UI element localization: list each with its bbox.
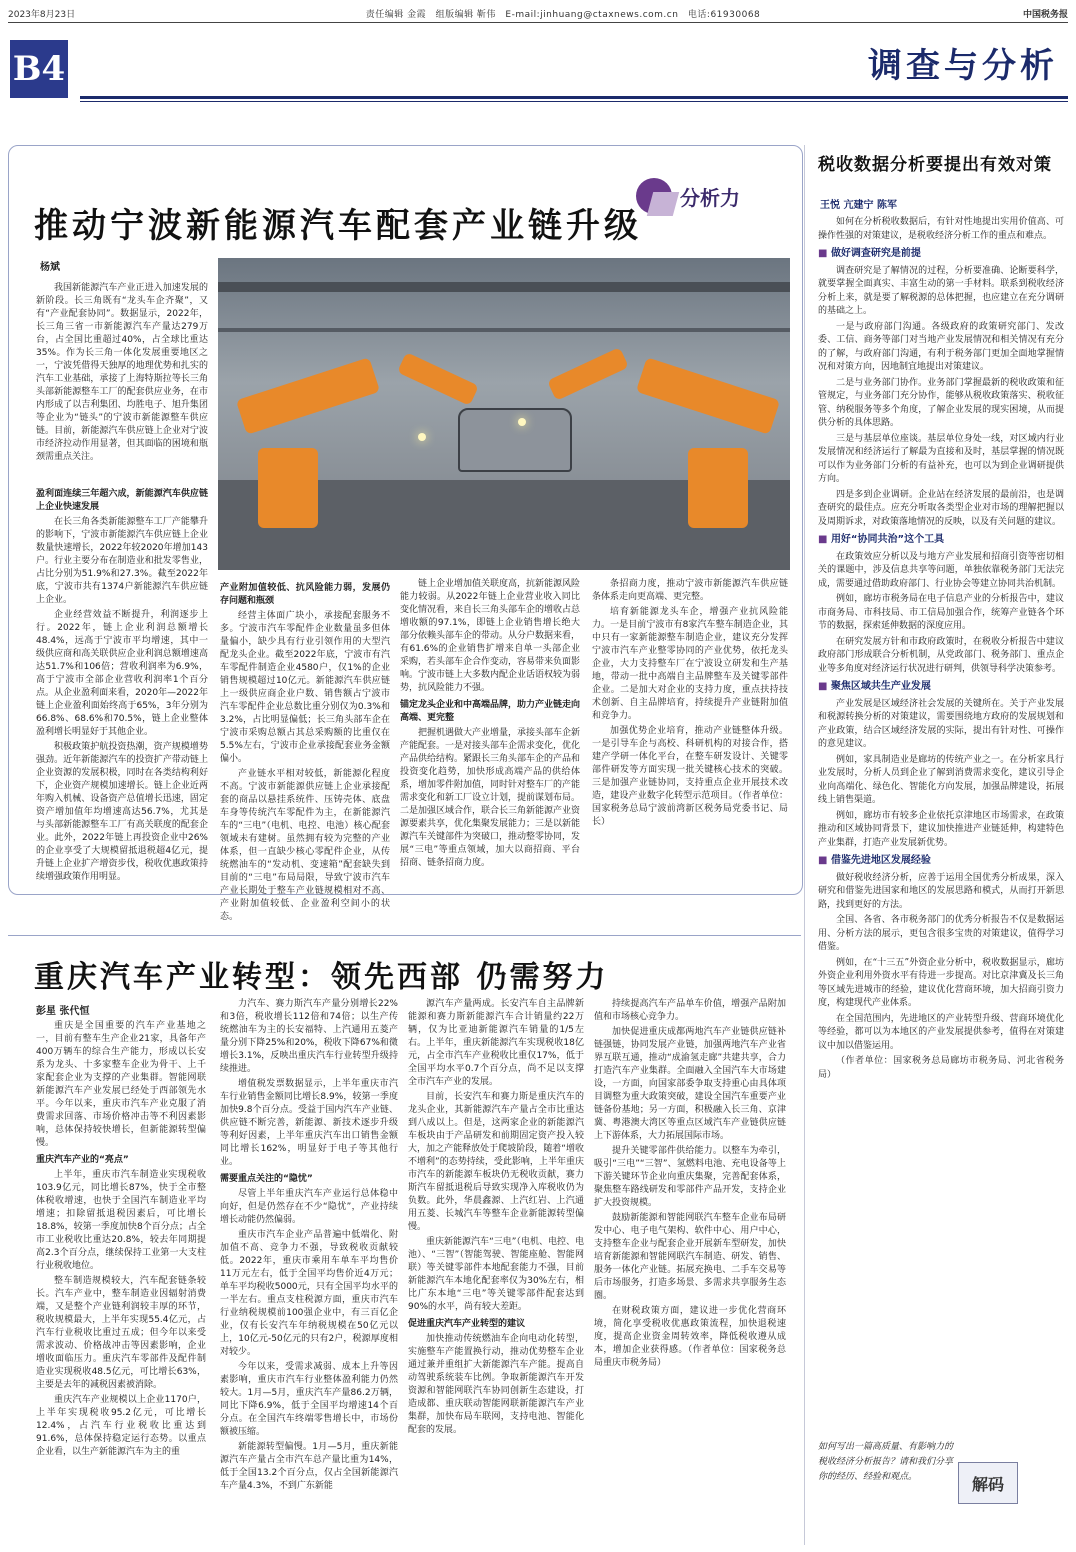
weld-spark-icon bbox=[518, 418, 526, 426]
paragraph: 上半年，重庆市汽车制造业实现税收103.9亿元，同比增长87%，快于全市整体税收增速，也快于全国汽车制造业平均增速；扣除留抵退税因素后，可比增长18.8%，较第一季度加快8个百分点；占全市工业税收比重达20.8%，较去年同期提高2.3个百分点，继续保持工业第一大支柱行业税收地位。 bbox=[36, 1170, 206, 1271]
paragraph: 重庆汽车产业规模以上企业1170户，上半年实现税收95.2亿元，可比增长12.4%，占汽车行业税收比重达到91.6%，总体保持稳定运行态势。以重点企业看，以生产新能源汽车为主的重 bbox=[36, 1395, 206, 1457]
badge-label: 分析力 bbox=[680, 186, 740, 210]
column-separator bbox=[804, 145, 805, 1545]
sidebar-subhead-4: ■ 借鉴先进地区发展经验 bbox=[818, 854, 1064, 868]
section-title: 调查与分析 bbox=[868, 46, 1058, 86]
article1-col5 bbox=[592, 578, 788, 884]
article2-title[interactable]: 重庆汽车产业转型：领先西部 仍需努力 bbox=[34, 960, 609, 995]
page-header bbox=[8, 4, 1068, 23]
article1-lead: 我国新能源汽车产业正进入加速发展的新阶段。长三角既有“龙头车企齐聚”，又有“产业配套协同”。数据显示，2022年，长三角三省一市新能源汽车产量达279万台，占全国比重超过40%，占全球比重达35%。作为长三角一体化发展重要地区之一，宁波凭借得天独厚的地理优势和扎实的汽车工业基础，承接了上海特斯拉等长三角头部新能源整车工厂的配套供应业务，在市内形成了以吉利集团、均胜电子、旭升集团等企业为“链头”的宁波市新能源整车供应链。目前，新能源汽车供应链上企业对宁波市经济拉动作用显著，但其面临的困境和瓶颈需重点关注。 bbox=[36, 283, 208, 462]
analysis-badge bbox=[636, 178, 766, 214]
article1-col4 bbox=[400, 578, 580, 884]
paragraph: 二是与业务部门协作。业务部门掌握最新的税收政策和征管规定，与业务部门充分协作，能够从税收政策落实、税收征管、纳税服务等多个角度，了解企业发展的现实困境，从而提供分析的具体思路。 bbox=[818, 377, 1064, 428]
article2-byline: 彭星 张代恒 bbox=[36, 1006, 90, 1017]
article1-col1 bbox=[36, 282, 208, 510]
newspaper-name: 中国税务报 bbox=[1022, 9, 1068, 20]
paragraph: 加快促进重庆成都两地汽车产业链供应链补链强链，协同发展产业链，加强两地汽车产业省界互联互通，推动“成渝氢走廊”共建共享，合力打造汽车产业集群。全面融入全国汽车大市场建设，一方面，向国家部委争取支持重心由具体项目调整为重大政策突破，建设全国汽车重要产业链备份基地；另一方面，积极融入长三角、京津冀、粤港澳大湾区等重点区域汽车产业链供应链上下游体系，大力拓展国际市场。 bbox=[594, 1027, 786, 1141]
robot-arm-mid-left bbox=[397, 352, 479, 406]
paragraph: 产业发展是区域经济社会发展的关键所在。关于产业发展和税源转换分析的对策建议，需要围绕地方政府的发展规划和产业政策，结合区域经济发展的实际，提出有针对性、可操作的意见建议。 bbox=[818, 698, 1064, 749]
header-rule bbox=[80, 96, 1068, 99]
paragraph: 调查研究是了解情况的过程，分析要准确、论断要科学，就要掌握全面真实、丰富生动的第一手材料。联系到税收经济分析上来，就是要了解税源的总体把握，也应建立在充分调研的基础之上。 bbox=[818, 265, 1064, 316]
page-number: B4 bbox=[10, 40, 68, 98]
article1-subhead-2: 产业附加值较低、抗风险能力弱，发展仍存问题和瓶颈 bbox=[220, 583, 390, 606]
sidebar-title[interactable]: 税收数据分析要提出有效对策 bbox=[818, 155, 1052, 175]
sidebar-footer: （作者单位：国家税务总局廊坊市税务局、河北省税务局） bbox=[818, 1056, 1064, 1080]
article1-title[interactable]: 推动宁波新能源汽车配套产业链升级 bbox=[34, 206, 642, 246]
issue-date: 2023年8月23日 bbox=[8, 9, 76, 20]
article2-subhead-1: 重庆汽车产业的“亮点” bbox=[36, 1155, 129, 1165]
paragraph: 重庆市汽车企业产品普遍中低端化、附加值不高、竞争力不强，导致税收贡献较低。2022年，重庆市乘用车单车平均售价11万元左右，低于全国平均售价近4万元；单车平均税收5000元，只有全国平均水平的一半左右。重点支柱税源方面，重庆市汽车行业纳税规模前100强企业中，有三百亿企业，仅有长安汽车年纳税规模在50亿元以上，10亿元-50亿元的只有2户，税源厚度相对较少。 bbox=[220, 1230, 398, 1357]
article2-col3 bbox=[408, 998, 584, 1540]
paragraph: 增值税发票数据显示，上半年重庆市汽车行业销售金额同比增长8.9%，较第一季度加快9.8个百分点。受益于国内汽车产业链、供应链不断完善，新能源、新技术逐步升级等利好因素，上半年重庆汽车出口销售金额同比增长162%，明显好于电子等其他行业。 bbox=[220, 1079, 398, 1167]
paragraph: 做好税收经济分析，应善于运用全国优秀分析成果，深入研究和借鉴先进国家和地区的发展思路和模式，从而打开新思路，找到更好的方法。 bbox=[818, 872, 1064, 910]
article2-col4 bbox=[594, 998, 786, 1540]
paragraph: 重庆新能源汽车“三电”（电机、电控、电池）、“三智”（智能驾驶、智能座舱、智能网联）等关键零部件本地配套能力不强，目前新能源汽车本地化配套率仅为30%左右，相比广东本地“三电”等关键零部件配套达到90%的水平，尚有较大差距。 bbox=[408, 1237, 584, 1312]
paragraph: 尽管上半年重庆汽车产业运行总体稳中向好，但是仍然存在不少“隐忧”，产业持续增长动能仍然偏弱。 bbox=[220, 1189, 398, 1225]
article1-subhead-1: 盈利面连续三年超六成，新能源汽车供应链上企业快速发展 bbox=[36, 489, 208, 512]
paragraph: 链上企业增加值关联度高，抗新能源风险能力较弱。从2022年链上企业营业收入同比变化情况看，来自长三角头部车企的增收占总增收额的97.1%，即链上企业销售增长绝大部分依赖头部车企的带动。从分户数据来看，有61.6%的企业销售扩增来自单一头部企业采购，若头部车企合作变动，容易带来负面影响。宁波市链上大多数内配企业话语权较为弱势，抗风险能力不强。 bbox=[400, 579, 581, 693]
sidebar-intro: 如何在分析税收数据后，有针对性地提出实用价值高、可操作性强的对策建议，是税收经济分析工作的重点和难点。 bbox=[818, 217, 1064, 241]
paragraph: 企业经营效益不断提升，利润逐步上行。2022年，链上企业利润总额增长48.4%，远高于宁波市平均增速，其中一级供应商和高关联供应企业利润总额增速高达51.7%和106倍；营收利润率为6.9%，高于宁波市全部企业营收利润率1个百分点。从企业盈利面来看，2020年—2022年链上企业盈利面始终高于65%，3年分别为66.8%、68.6%和70.5%，链上企业整体盈利增长明显好于其他企业。 bbox=[36, 610, 208, 737]
paragraph: 整车制造规模较大，汽车配套链条较长。汽车产业中，整车制造业因辐射消费端，又是整个产业链利润较丰厚的环节，税收规模最大，上半年实现55.4亿元，占汽车行业税收比重过五成；但今年以来受需求波动、价格战冲击等因素影响，企业增收面临压力。重庆汽车零部件及配件制造业实现税收48.5亿元，可比增长63%，主要是去年的减税因素被消除。 bbox=[36, 1276, 206, 1390]
robot-base-left bbox=[258, 448, 318, 528]
paragraph: 全国、各省、各市税务部门的优秀分析报告不仅是数据运用、分析方法的展示，更包含很多宝贵的对策建议，值得学习借鉴。 bbox=[818, 915, 1064, 952]
article1-col2 bbox=[36, 484, 208, 884]
jiema-column-logo: 解码 bbox=[958, 1462, 1018, 1504]
paragraph: 今年以来，受需求减弱、成本上升等因素影响，重庆市汽车行业整体盈利能力仍然较大。1月—5月，重庆汽车产量86.2万辆，同比下降6.9%，低于全国平均增速14个百分点。在全国汽车终端零售增长中，市场份额被压缩。 bbox=[220, 1362, 398, 1437]
paragraph: 例如，廊坊市税务局在电子信息产业的分析报告中，建议市商务局、市科技局、市工信局加强合作，统筹产业链各个环节的数据，探索延伸数据的深度应用。 bbox=[818, 594, 1064, 631]
paragraph: 例如，家具制造业是廊坊的传统产业之一。在分析家具行业发展时，分析人员到企业了解到消费需求变化，建议引导企业向高端化、绿色化、智能化方向发展，加强品牌建设，拓展线上销售渠道。 bbox=[818, 754, 1064, 805]
article1-subhead-3: 锚定龙头企业和中高端品牌，助力产业链走向高端、更完整 bbox=[400, 700, 581, 723]
paragraph: 一是与政府部门沟通。各级政府的政策研究部门、发改委、工信、商务等部门对当地产业发展情况和相关情况有充分的了解，与政府部门沟通，有利于税务部门更加全面地掌握情况和对策方向，因地制宜地提出对策建议。 bbox=[818, 321, 1064, 372]
badge-accent-icon bbox=[647, 192, 679, 216]
paragraph: 力汽车、赛力斯汽车产量分别增长22%和3倍，税收增长112倍和74倍；以生产传统燃油车为主的长安福特、上汽通用五菱产量分别下降25%和20%，税收下降67%和微增长3.1%，反映出重庆汽车行业转型升级持续推进。 bbox=[220, 999, 398, 1074]
article-separator bbox=[8, 935, 801, 936]
paragraph: 在政策效应分析以及与地方产业发展和招商引资等密切相关的课题中，涉及信息共享等问题，单独依靠税务部门无法完成，需要通过借助政府部门、行业协会等建立协同共治机制。 bbox=[818, 551, 1064, 589]
paragraph: 例如，在“十三五”外资企业分析中，税收数据显示，廊坊外资企业利用外资水平有待进一步提高。对比京津冀及长三角等区域先进城市的经验，建议优化营商环境，加大招商引资力度，构建现代产业体系。 bbox=[818, 957, 1064, 1008]
factory-robot-photo bbox=[218, 258, 790, 570]
photo-ceiling-beam bbox=[218, 282, 790, 292]
robot-arm-mid-right bbox=[547, 347, 629, 401]
car-body-frame bbox=[458, 408, 572, 472]
sidebar-call-for-submissions: 如何写出一篇高质量、有影响力的税收经济分析报告？请和我们分享你的经历、经验和观点。 bbox=[818, 1442, 954, 1482]
paragraph: 四是多到企业调研。企业站在经济发展的最前沿，也是调查研究的最佳点。应充分听取各类型企业对市场的理解把握以及周期诉求，对政策落地情况的反映，以及有关问题的建议。 bbox=[818, 489, 1064, 527]
paragraph: 把握机遇做大产业增量，承接头部车企新产能配套。一是对接头部车企需求变化，优化产品供给结构。紧跟长三角头部车企的产品和投资变化趋势，加快形成高端产品的供给体系，增加零件附加值，同时针对整车厂的产能需求变化和新工厂设立计划，提前谋划布局。二是加强区域合作，联合长三角新能源产业资源要素共享，优化集聚发展能力；三是以新能源汽车关键部件为突破口，推动整零协同，发展“三电”等重点领域，加大以商招商、平台招商、链条招商力度。 bbox=[400, 728, 581, 868]
sidebar-subhead-2: ■ 用好“协同共治”这个工具 bbox=[818, 533, 1064, 547]
paragraph: 鼓励新能源和智能网联汽车整车企业布局研发中心、电子电气架构、软件中心、用户中心，支持整车企业与配套企业开展新车型研发，加快培育新能源和智能网联汽车制造、研发、销售、服务一体化产业链。拓展充换电、二手车交易等后市场服务，打造多场景、多需求共享服务生态圈。 bbox=[594, 1213, 786, 1301]
header-rule-thin bbox=[80, 101, 1068, 102]
paragraph: 培育新能源龙头车企，增强产业抗风险能力。一是目前宁波市有8家汽车整车制造企业，其中只有一家新能源整车制造企业，建议充分发挥宁波市汽车产业整零协同的产业优势，依托龙头企业，大力支持整车厂在宁波设立研发和生产基地，带动一批中高端自主品牌整车及关键零部件企业。二是加大对企业的支持力度，重点扶持技术创新、自主品牌培育，持续提升产业链附加值和竞争力。 bbox=[592, 607, 788, 721]
paragraph: 源汽车产量两成。长安汽车自主品牌新能源和赛力斯新能源汽车合计销量约22万辆，仅为比亚迪新能源汽车销量的1/5左右。上半年，重庆新能源汽车实现税收18亿元，占全市汽车产业税收比重仅17%，低于全国平均水平0.7个百分点，尚不足以支撑全市汽车产业的发展。 bbox=[408, 999, 584, 1087]
article1-col3 bbox=[220, 578, 390, 922]
robot-arm-left bbox=[236, 357, 380, 435]
paragraph: 重庆是全国重要的汽车产业基地之一，目前有整车生产企业21家，具备年产400万辆车的综合生产能力，形成以长安系为龙头、十多家整车企业为骨干、上千家配套企业为支撑的产业集群。智能网联新能源汽车产业发展已经处于西部领先水平。今年以来，重庆市汽车产业克服了消费需求回落、市场价格冲击等不利因素影响，总体保持较快增长，但新能源转型偏慢。 bbox=[36, 1021, 206, 1148]
robot-arm-right bbox=[636, 357, 780, 435]
paragraph: 提升关键零部件供给能力。以整车为牵引，吸引“三电”“三智”、氢燃料电池、充电设备等上下游关键环节企业向重庆集聚，完善配套体系，聚焦整车路线研发和零部件产品开发，支持企业扩大投资规模。 bbox=[594, 1146, 786, 1208]
weld-spark-icon bbox=[418, 433, 426, 441]
paragraph: 加快推动传统燃油车企向电动化转型，实施整车产能置换行动，推动优势整车企业通过兼并重组扩大新能源汽车产能。提高自动驾驶系统装车比例。争取新能源汽车开发资源和智能网联汽车协同创新生态建设，打造成都、重庆联动智能网联新能源汽车产业集群，加快布局车联网，支持电池、智能化配套的发展。 bbox=[408, 1334, 584, 1435]
paragraph: 目前，长安汽车和赛力斯是重庆汽车的龙头企业，其新能源汽车产量占全市比重达到八成以上。但是，这两家企业的新能源汽车板块由于产品研发和前期固定资产投入较大，加之产能释放处于爬坡阶段，随着“增收不增利”的态势持续，受此影响，上半年重庆市汽车的新能源车板块仍无税收贡献，赛力斯汽车留抵退税后导致实现净入库税收仍为负数。此外，华晨鑫源、上汽红岩、上汽通用五菱、长城汽车等整车企业新能源转型偏慢。 bbox=[408, 1092, 584, 1232]
paragraph: 新能源转型偏慢。1月—5月，重庆新能源汽车产量占全市汽车总产量比重为14%，低于全国13.2个百分点，仅占全国新能源汽车产量4.3%，不到广东新能 bbox=[220, 1442, 398, 1491]
sidebar-byline: 王悦 亢建宁 陈军 bbox=[820, 200, 897, 211]
editor-info: 责任编辑 金霞 组版编辑 靳伟 E-mail:jinhuang@ctaxnews.com.cn 电话:61930068 bbox=[365, 9, 761, 20]
paragraph: 积极政策护航投资热潮，资产规模增势强劲。近年新能源汽车的投资扩产带动链上企业资源的发展积极，同时在各类结构利好下，企业资产规模加速增长。链上企业近两年购入机械、设备资产总值增长迅速，固定资产增加值年均增速高达56.7%，尤其是与头部新能源整车工厂有高关联度的配套企业。此外，2022年链上再投资企业中26%的企业享受了大规模留抵退税超4亿元，提升链上企业扩产增资步伐，税收优惠政策持续增强政策作用明显。 bbox=[36, 742, 208, 882]
article2-subhead-2: 需要重点关注的“隐忧” bbox=[220, 1174, 313, 1184]
paragraph: 经营主体面广块小，承接配套服务不多。宁波市汽车零配件企业数量虽多但体量偏小，缺少具有行业引领作用的大型汽配龙头企业。截至2022年底，宁波市有汽车零配件制造企业4580户，仅1%的企业销售规模超过10亿元。新能源汽车供应链上一级供应商企业户数、销售额占宁波市汽车零配件企业总数比重分别仅为0.3%和3.2%，占比明显偏低；长三角头部车企在宁波市采购总额占其总采购额的比重仅在5.5%左右，宁波市企业承接配套业务金额偏小。 bbox=[220, 611, 390, 764]
paragraph: 加强优势企业培育，推动产业链整体升级。一是引导车企与高校、科研机构的对接合作，搭建产学研一体化平台，在整车研发设计、关键零部件研发等方面实现一批关键核心技术的突破。三是加强产业链协同，支持重点企业开展技术改造，建设产业数字化转型示范项目。（作者单位：国家税务总局宁波前湾新区税务局党委书记、局长） bbox=[592, 726, 788, 827]
article2-col1 bbox=[36, 1020, 206, 1540]
paragraph: 产业链水平相对较低，新能源化程度不高。宁波市新能源供应链上企业承接配套的商品以悬挂系统件、压铸壳体、底盘车身等传统汽车零配件为主，在新能源汽车的“三电”（电机、电控、电池）核心配套领域未有建树。虽然拥有较为完整的产业体系，但一直缺少核心零配件企业，从传统燃油车的“发动机、变速箱”配套缺失到目前的“三电”布局局限，导致宁波市汽车产业长期处于整车产业链规模相对不高、产业附加值较低、企业盈利空间小的状态。 bbox=[220, 769, 390, 922]
sidebar-subhead-3: ■ 聚焦区域共生产业发展 bbox=[818, 680, 1064, 694]
article1-byline: 杨斌 bbox=[40, 262, 60, 273]
photo-rail bbox=[218, 328, 790, 332]
article2-subhead-3: 促进重庆汽车产业转型的建议 bbox=[408, 1319, 526, 1329]
article2-col2 bbox=[220, 998, 398, 1540]
robot-base-right bbox=[688, 448, 748, 528]
paragraph: 在研究发展方针和市政府政策时，在税收分析报告中建议政府部门形成联合分析机制，从党政部门、税务部门、重点企业等多角度对经济运行状况进行研判，供领导科学决策参考。 bbox=[818, 636, 1064, 674]
paragraph: 持续提高汽车产品单车价值，增强产品附加值和市场核心竞争力。 bbox=[594, 999, 786, 1022]
paragraph: 条招商力度，推动宁波市新能源汽车供应链条体系走向更高端、更完整。 bbox=[592, 579, 788, 602]
sidebar-subhead-1: ■ 做好调查研究是前提 bbox=[818, 247, 1064, 261]
paragraph: 在长三角各类新能源整车工厂产能攀升的影响下，宁波市新能源汽车供应链上企业数量快速增长，2022年较2020年增加143户。行业主要分布在制造业和批发零售业，占比分别为51.9%和27.3%。截至2022年底，宁波市共有1374户新能源汽车供应链上企业。 bbox=[36, 517, 208, 605]
paragraph: 三是与基层单位座谈。基层单位身处一线，对区域内行业发展情况和经济运行了解最为直接和及时，基层掌握的情况既可以作为业务部门分析的有益补充，也可以为到企业调研提供方向。 bbox=[818, 433, 1064, 484]
paragraph: 在财税政策方面，建议进一步优化营商环境，简化享受税收优惠政策流程，加快退税速度，提高企业资金周转效率，降低税收遵从成本，增加企业获得感。（作者单位：国家税务总局重庆市税务局） bbox=[594, 1306, 786, 1368]
sidebar-body bbox=[818, 216, 1064, 1436]
paragraph: 在全国范围内，先进地区的产业转型升级、营商环境优化等经验，都可以为本地区的产业发展提供参考，值得在对策建议中加以借鉴运用。 bbox=[818, 1013, 1064, 1051]
paragraph: 例如，廊坊市有较多企业依托京津地区市场需求，在政策推动和区域协同背景下，建议加快推进产业链延伸，构建特色产业集群，打造产业发展新优势。 bbox=[818, 810, 1064, 848]
